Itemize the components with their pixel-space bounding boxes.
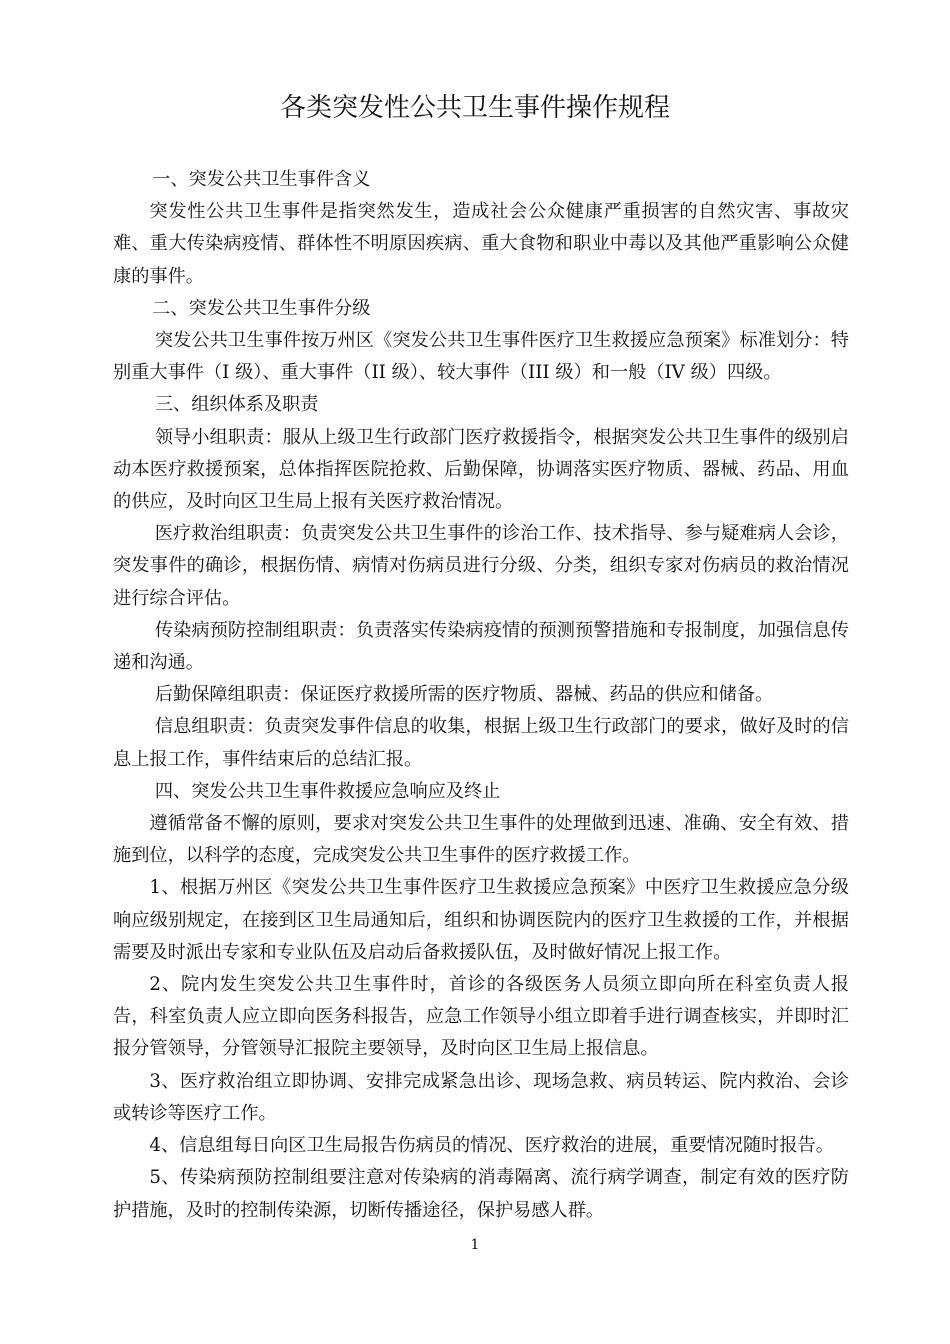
list-item-5: 5、传染病预防控制组要注意对传染病的消毒隔离、流行病学调查，制定有效的医疗防护措施，及时的控制传染源，切断传播途径，保护易感人群。 xyxy=(113,1167,849,1221)
list-item-4: 4、信息组每日向区卫生局报告伤病员的情况、医疗救治的进展，重要情况随时报告。 xyxy=(149,1135,834,1157)
list-item-2: 2、院内发生突发公共卫生事件时，首诊的各级医务人员须立即向所在科室负责人报告，科室负责人应立即向医务科报告，应急工作领导小组立即着手进行调查核实，并即时汇报分管领导，分管领导汇报院主要领导，及时向区卫生局上报信息。 xyxy=(113,974,849,1060)
paragraph-disease-control: 传染病预防控制组职责：负责落实传染病疫情的预测预警措施和专报制度，加强信息传递和沟通。 xyxy=(113,619,849,674)
document-title: 各类突发性公共卫生事件操作规程 xyxy=(279,93,670,123)
list-item-3: 3、医疗救治组立即协调、安排完成紧急出诊、现场急救、病员转运、院内救治、会诊或转诊等医疗工作。 xyxy=(113,1070,849,1124)
section-heading-2: 二、突发公共卫生事件分级 xyxy=(152,297,371,319)
document-body xyxy=(113,164,849,1227)
section-heading-1: 一、突发公共卫生事件含义 xyxy=(152,169,371,190)
paragraph-principle: 遵循常备不懈的原则，要求对突发公共卫生事件的处理做到迅速、准确、安全有效、措施到位，以科学的态度，完成突发公共卫生事件的医疗救援工作。 xyxy=(113,813,849,867)
paragraph-definition: 突发性公共卫生事件是指突然发生，造成社会公众健康严重损害的自然灾害、事故灾难、重大传染病疫情、群体性不明原因疾病、重大食物和职业中毒以及其他严重影响公众健康的事件。 xyxy=(113,201,849,287)
page-number: 1 xyxy=(470,1237,480,1253)
paragraph-medical-team: 医疗救治组职责：负责突发公共卫生事件的诊治工作、技术指导、参与疑难病人会诊，突发事件的确诊，根据伤情、病情对伤病员进行分级、分类，组织专家对伤病员的救治情况进行综合评估。 xyxy=(113,523,849,609)
paragraph-grading: 突发公共卫生事件按万州区《突发公共卫生事件医疗卫生救援应急预案》标准划分：特别重大事件（I 级）、重大事件（II 级）、较大事件（III 级）和一般（IV 级）四级。 xyxy=(113,330,849,384)
paragraph-leadership: 领导小组职责：服从上级卫生行政部门医疗救援指令，根据突发公共卫生事件的级别启动本医疗救援预案，总体指挥医院抢救、后勤保障，协调落实医疗物质、器械、药品、用血的供应，及时向区卫生局上报有关医疗救治情况。 xyxy=(113,426,849,513)
list-item-1: 1、根据万州区《突发公共卫生事件医疗卫生救援应急预案》中医疗卫生救援应急分级响应级别规定，在接到区卫生局通知后，组织和协调医院内的医疗卫生救援的工作，并根据需要及时派出专家和专业队伍及启动后备救援队伍，及时做好情况上报工作。 xyxy=(113,877,849,963)
section-heading-4: 四、突发公共卫生事件救援应急响应及终止 xyxy=(154,780,501,802)
paragraph-logistics: 后勤保障组职责：保证医疗救援所需的医疗物质、器械、药品的供应和储备。 xyxy=(154,684,774,706)
paragraph-information: 信息组职责：负责突发事件信息的收集，根据上级卫生行政部门的要求，做好及时的信息上报工作，事件结束后的总结汇报。 xyxy=(113,716,849,770)
section-heading-3: 三、组织体系及职责 xyxy=(154,394,319,416)
